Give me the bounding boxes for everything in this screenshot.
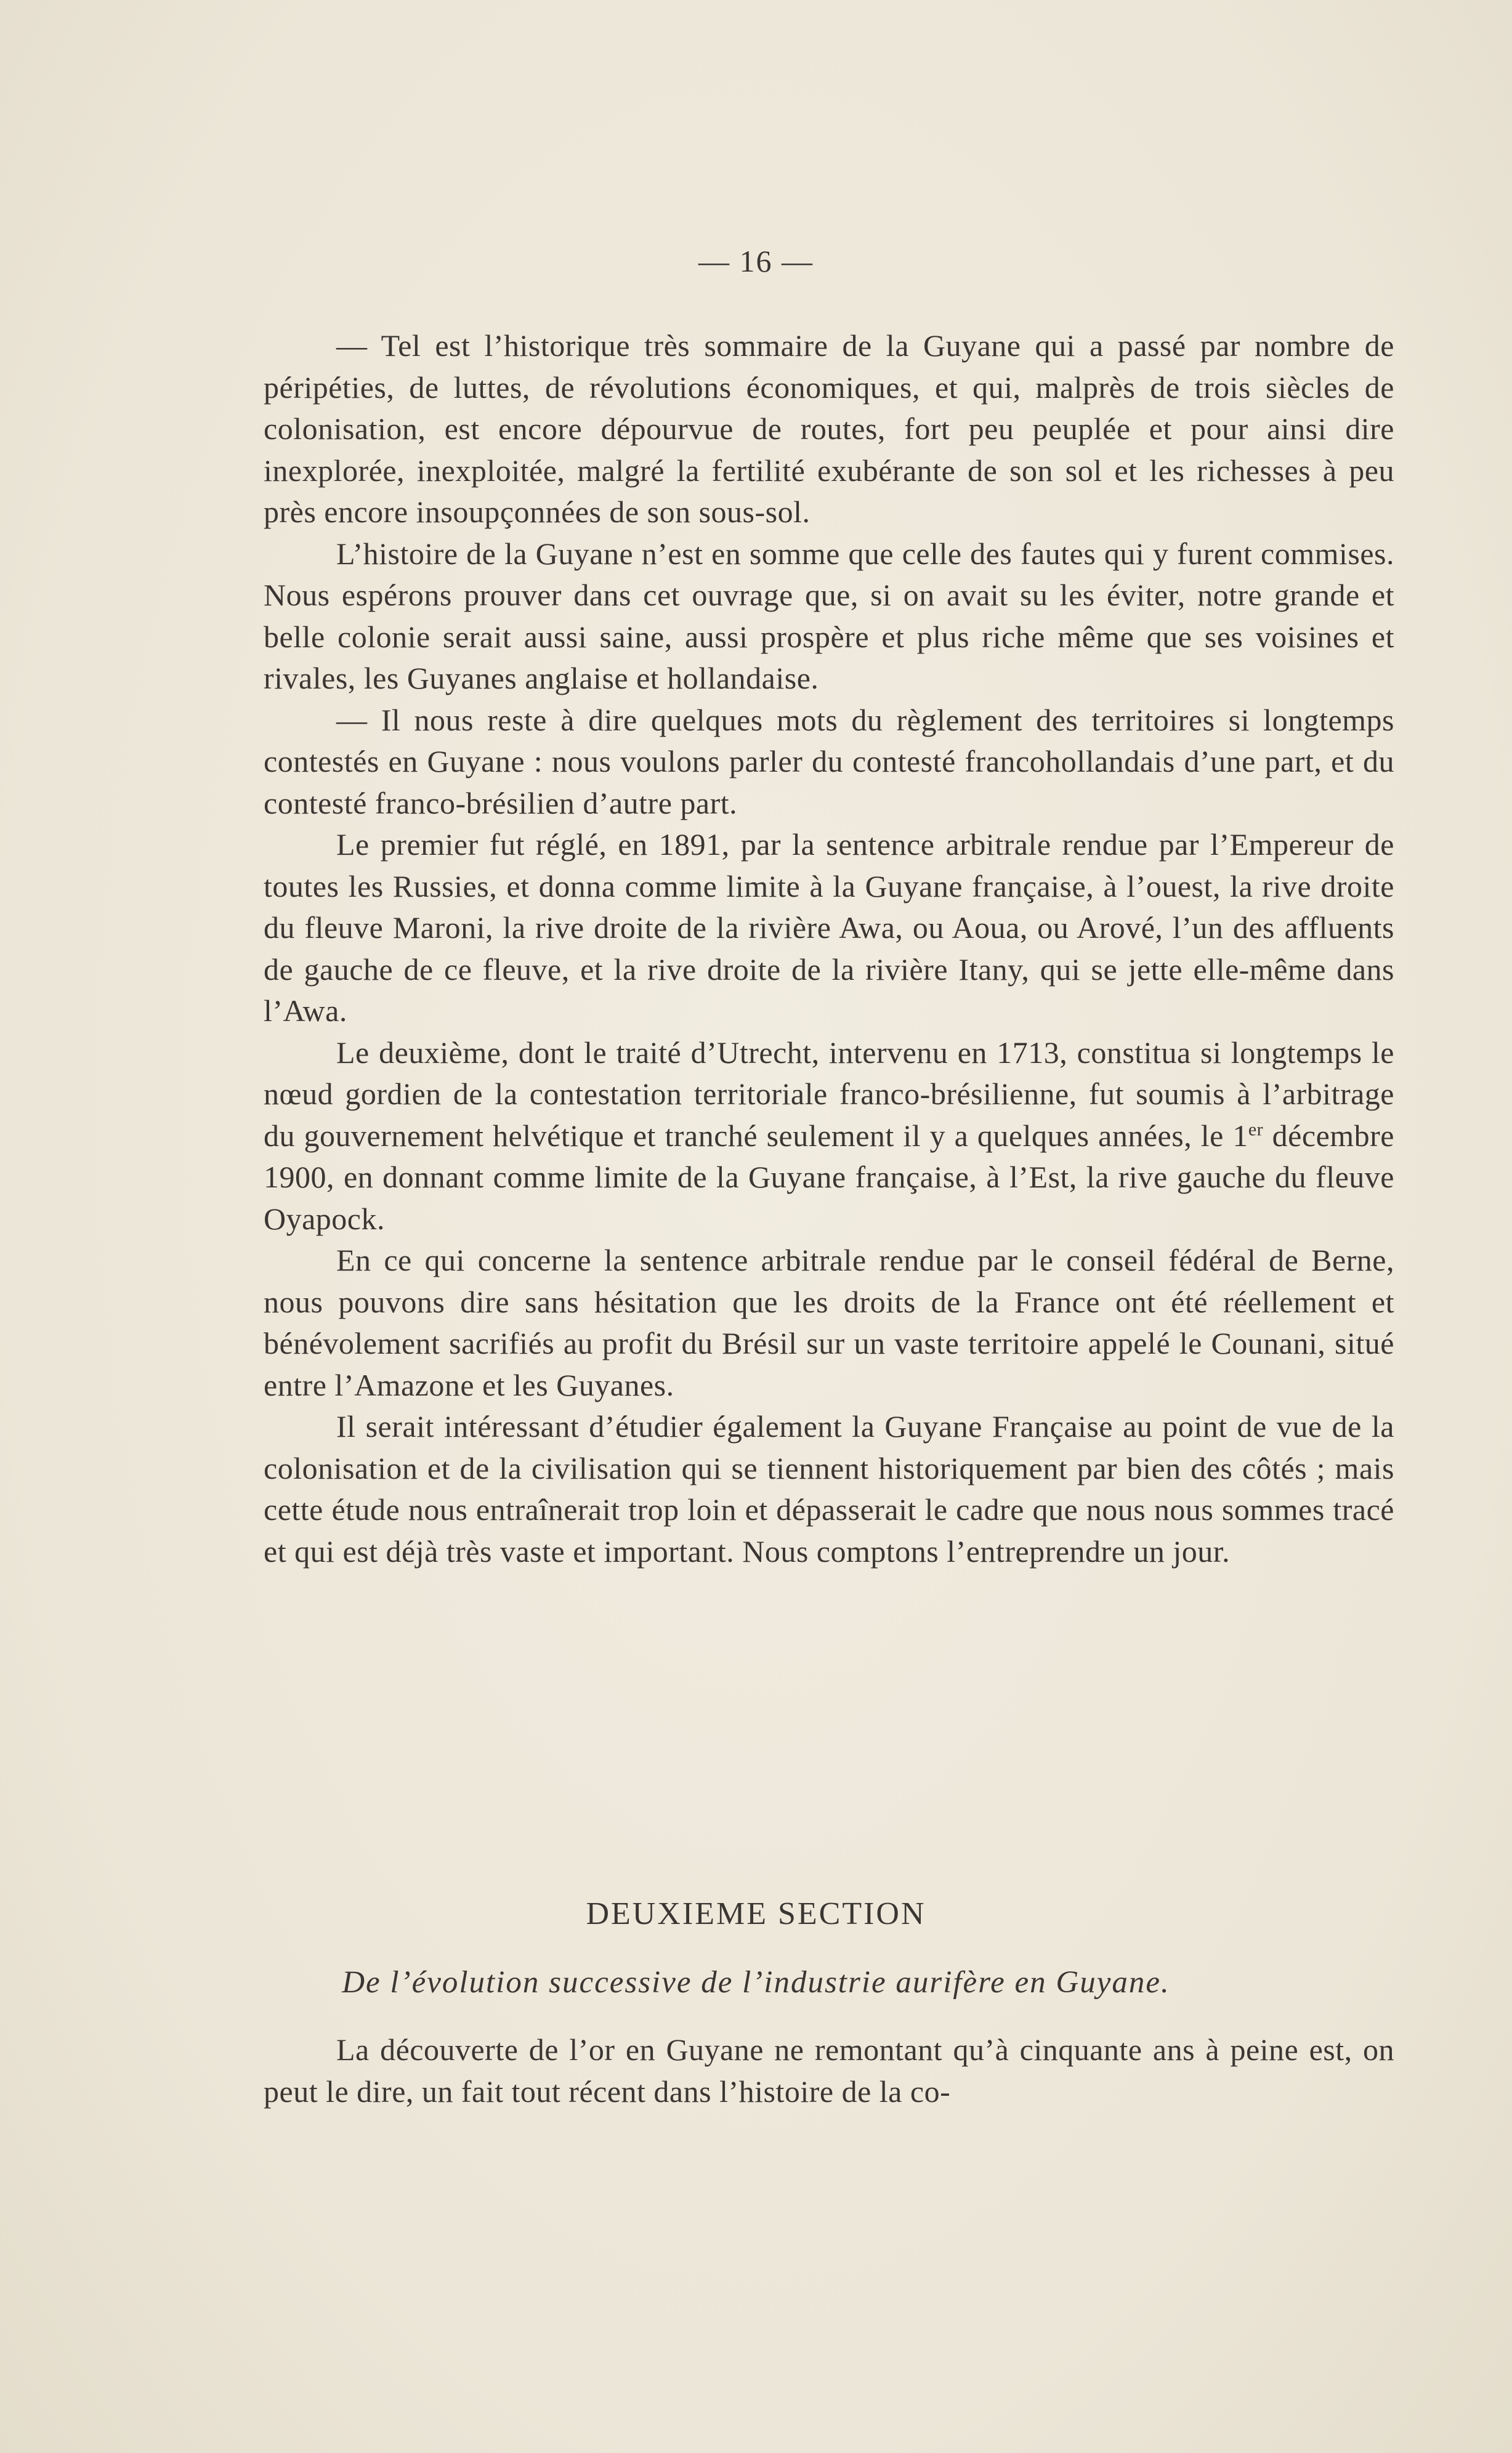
paragraph-découverte-or: La découverte de l’or en Guyane ne remontant qu’à cinquante ans à peine est, on peut le dire, un fait tout récent dans l’histoire de la co- <box>264 2032 1394 2109</box>
page-number: — 16 — <box>698 244 814 278</box>
paragraph-deuxième-start: Le deuxième, dont le traité d’Utrecht, intervenu en 1713, constitua si longtemps le nœud gordien de la contestation territoriale franco-brésilienne, fut soumis à l’arbitrage du gouvernement helvétique et tranché seulement il y a quelques années, le <box>264 1035 1394 1153</box>
paragraph-deuxième-contesté <box>264 1032 1394 1240</box>
paragraph-territoires: — Il nous reste à dire quelques mots du règlement des territoires si longtemps contestés en Guyane : nous voulons parler du contesté francohollandais d’une part, et du contesté franco-brésilien d’autre part. <box>264 702 1394 820</box>
body-text <box>264 325 1394 1572</box>
paragraph-colonisation: Il serait intéressant d’étudier également la Guyane Française au point de vue de la colonisation et de la civilisation qui se tiennent historiquement par bien des côtés ; mais cette étude nous entraînerait trop loin et dépasserait le cadre que nous nous sommes tracé et qui est déjà très vaste et important. Nous comptons l’entreprendre un jour. <box>264 1409 1394 1569</box>
paragraph-sentence-berne: En ce qui concerne la sentence arbitrale rendue par le conseil fédéral de Berne, nous pouvons dire sans hésitation que les droits de la France ont été réellement et bénévolement sacrifiés au profit du Brésil sur un vaste territoire appelé le Counani, situé entre l’Amazone et les Guyanes. <box>264 1243 1394 1402</box>
date-day-number: 1 <box>1232 1118 1248 1153</box>
section-title: DEUXIEME SECTION <box>586 1896 926 1931</box>
paragraph-fautes: L’histoire de la Guyane n’est en somme que celle des fautes qui y furent commises. Nous espérons prouver dans cet ouvrage que, si on avait su les éviter, notre grande et belle colonie serait aussi saine, aussi prospère et plus riche même que ses voisines et rivales, les Guyanes anglaise et hollandaise. <box>264 536 1394 695</box>
ordinal-suffix: er <box>1248 1118 1264 1139</box>
section-subtitle: De l’évolution successive de l’industrie aurifère en Guyane. <box>342 1965 1170 2000</box>
paragraph-premier-contesté: Le premier fut réglé, en 1891, par la sentence arbitrale rendue par l’Empereur de toutes les Russies, et donna comme limite à la Guyane française, à l’ouest, la rive droite du fleuve Maroni, la rive droite de la rivière Awa, ou Aoua, ou Arové, l’un des affluents de gauche de ce fleuve, et la rive droite de la rivière Itany, qui se jette elle-même dans l’Awa. <box>264 827 1394 1028</box>
paragraph-historique: — Tel est l’historique très sommaire de la Guyane qui a passé par nombre de péripéties, de luttes, de révolutions économiques, et qui, malprès de trois siècles de colonisation, est encore dépourvue de routes, fort peu peuplée et pour ainsi dire inexplorée, inexploitée, malgré la fertilité exubérante de son sol et les richesses à peu près encore insoupçonnées de son sous-sol. <box>264 328 1394 529</box>
paragraph-deuxième-end: décembre 1900, en donnant comme limite de la Guyane française, à l’Est, la rive gauche du fleuve Oyapock. <box>264 1118 1394 1236</box>
closing-text <box>264 2029 1394 2112</box>
